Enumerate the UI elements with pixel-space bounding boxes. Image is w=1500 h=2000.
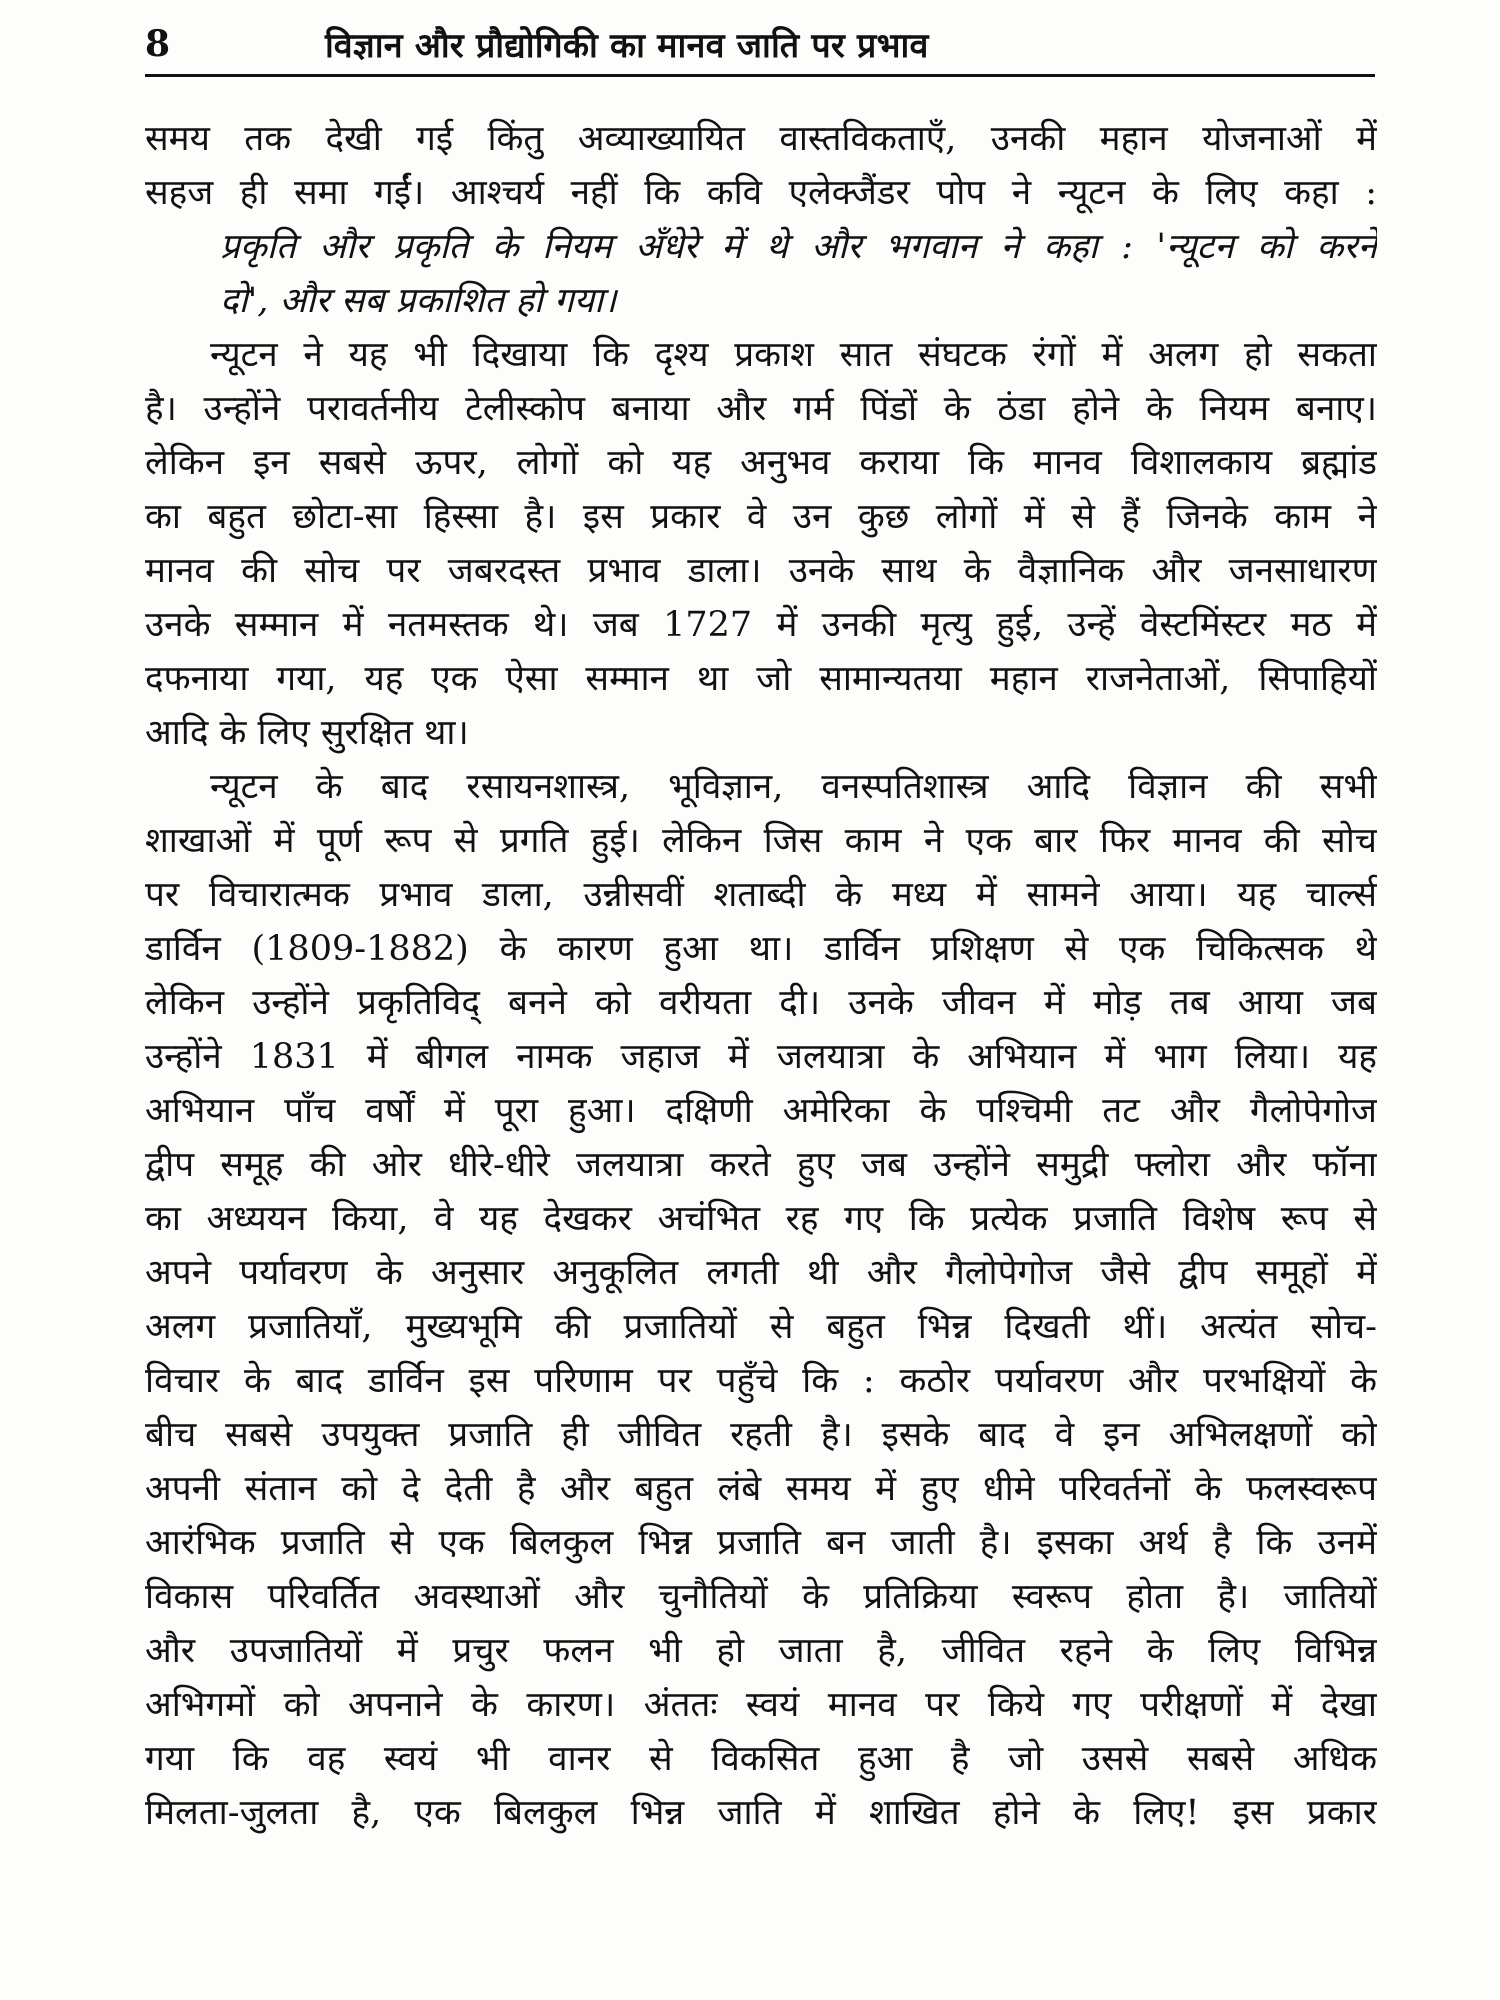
quote-line: दो', और सब प्रकाशित हो गया। xyxy=(220,281,617,321)
text-line: न्यूटन के बाद रसायनशास्त्र, भूविज्ञान, वनस्पतिशास्त्र आदि विज्ञान की सभी xyxy=(210,767,1377,807)
text-line: अभिगमों को अपनाने के कारण। अंततः स्वयं मानव पर किये गए परीक्षणों में देखा xyxy=(145,1685,1377,1725)
text-line: द्वीप समूह की ओर धीरे-धीरे जलयात्रा करते हुए जब उन्होंने समुद्री फ्लोरा और फॉना xyxy=(145,1145,1377,1185)
running-header xyxy=(145,14,1375,77)
text-line: विकास परिवर्तित अवस्थाओं और चुनौतियों के प्रतिक्रिया स्वरूप होता है। जातियों xyxy=(145,1577,1377,1617)
text-line: अपने पर्यावरण के अनुसार अनुकूलित लगती थी और गैलोपेगोज जैसे द्वीप समूहों में xyxy=(145,1253,1377,1293)
text-line: और उपजातियों में प्रचुर फलन भी हो जाता है, जीवित रहने के लिए विभिन्न xyxy=(145,1631,1377,1671)
text-line: लेकिन इन सबसे ऊपर, लोगों को यह अनुभव कराया कि मानव विशालकाय ब्रह्मांड xyxy=(145,443,1377,483)
text-line: मिलता-जुलता है, एक बिलकुल भिन्न जाति में शाखित होने के लिए! इस प्रकार xyxy=(145,1793,1377,1833)
text-line: अभियान पाँच वर्षों में पूरा हुआ। दक्षिणी अमेरिका के पश्चिमी तट और गैलोपेगोज xyxy=(145,1091,1377,1131)
text-line: न्यूटन ने यह भी दिखाया कि दृश्य प्रकाश सात संघटक रंगों में अलग हो सकता xyxy=(210,335,1377,375)
text-line: विचार के बाद डार्विन इस परिणाम पर पहुँचे कि : कठोर पर्यावरण और परभक्षियों के xyxy=(145,1361,1377,1401)
text-line: बीच सबसे उपयुक्त प्रजाति ही जीवित रहती है। इसके बाद वे इन अभिलक्षणों को xyxy=(145,1415,1377,1455)
quote-line: प्रकृति और प्रकृति के नियम अँधेरे में थे और भगवान ने कहा : 'न्यूटन को करने xyxy=(220,227,1377,267)
body-text xyxy=(145,112,1377,1840)
text-line: समय तक देखी गई किंतु अव्याख्यायित वास्तविकताएँ, उनकी महान योजनाओं में xyxy=(145,119,1377,159)
text-line: दफनाया गया, यह एक ऐसा सम्मान था जो सामान्यतया महान राजनेताओं, सिपाहियों xyxy=(145,659,1377,699)
text-line: लेकिन उन्होंने प्रकृतिविद् बनने को वरीयता दी। उनके जीवन में मोड़ तब आया जब xyxy=(145,983,1377,1023)
text-line: आरंभिक प्रजाति से एक बिलकुल भिन्न प्रजाति बन जाती है। इसका अर्थ है कि उनमें xyxy=(145,1523,1377,1563)
text-line: सहज ही समा गईं। आश्चर्य नहीं कि कवि एलेक्जैंडर पोप ने न्यूटन के लिए कहा : xyxy=(145,173,1377,213)
text-line: शाखाओं में पूर्ण रूप से प्रगति हुई। लेकिन जिस काम ने एक बार फिर मानव की सोच xyxy=(145,821,1377,861)
text-line: उनके सम्मान में नतमस्तक थे। जब 1727 में उनकी मृत्यु हुई, उन्हें वेस्टमिंस्टर मठ में xyxy=(145,605,1377,645)
text-line: मानव की सोच पर जबरदस्त प्रभाव डाला। उनके साथ के वैज्ञानिक और जनसाधारण xyxy=(145,551,1377,591)
book-title: विज्ञान और प्रौद्योगिकी का मानव जाति पर प्रभाव xyxy=(325,26,929,66)
text-line: का अध्ययन किया, वे यह देखकर अचंभित रह गए कि प्रत्येक प्रजाति विशेष रूप से xyxy=(145,1199,1377,1239)
text-line: आदि के लिए सुरक्षित था। xyxy=(145,713,469,753)
text-line: पर विचारात्मक प्रभाव डाला, उन्नीसवीं शताब्दी के मध्य में सामने आया। यह चार्ल्स xyxy=(145,875,1377,915)
text-line: अपनी संतान को दे देती है और बहुत लंबे समय में हुए धीमे परिवर्तनों के फलस्वरूप xyxy=(145,1469,1377,1509)
text-line: है। उन्होंने परावर्तनीय टेलीस्कोप बनाया और गर्म पिंडों के ठंडा होने के नियम बनाए। xyxy=(145,389,1377,429)
text-line: गया कि वह स्वयं भी वानर से विकसित हुआ है जो उससे सबसे अधिक xyxy=(145,1739,1377,1779)
text-line: उन्होंने 1831 में बीगल नामक जहाज में जलयात्रा के अभियान में भाग लिया। यह xyxy=(145,1037,1377,1077)
page-number: 8 xyxy=(145,23,171,65)
text-line: अलग प्रजातियाँ, मुख्यभूमि की प्रजातियों से बहुत भिन्न दिखती थीं। अत्यंत सोच- xyxy=(145,1307,1377,1347)
text-line: का बहुत छोटा-सा हिस्सा है। इस प्रकार वे उन कुछ लोगों में से हैं जिनके काम ने xyxy=(145,497,1377,537)
text-line: डार्विन (1809-1882) के कारण हुआ था। डार्विन प्रशिक्षण से एक चिकित्सक थे xyxy=(145,929,1377,969)
